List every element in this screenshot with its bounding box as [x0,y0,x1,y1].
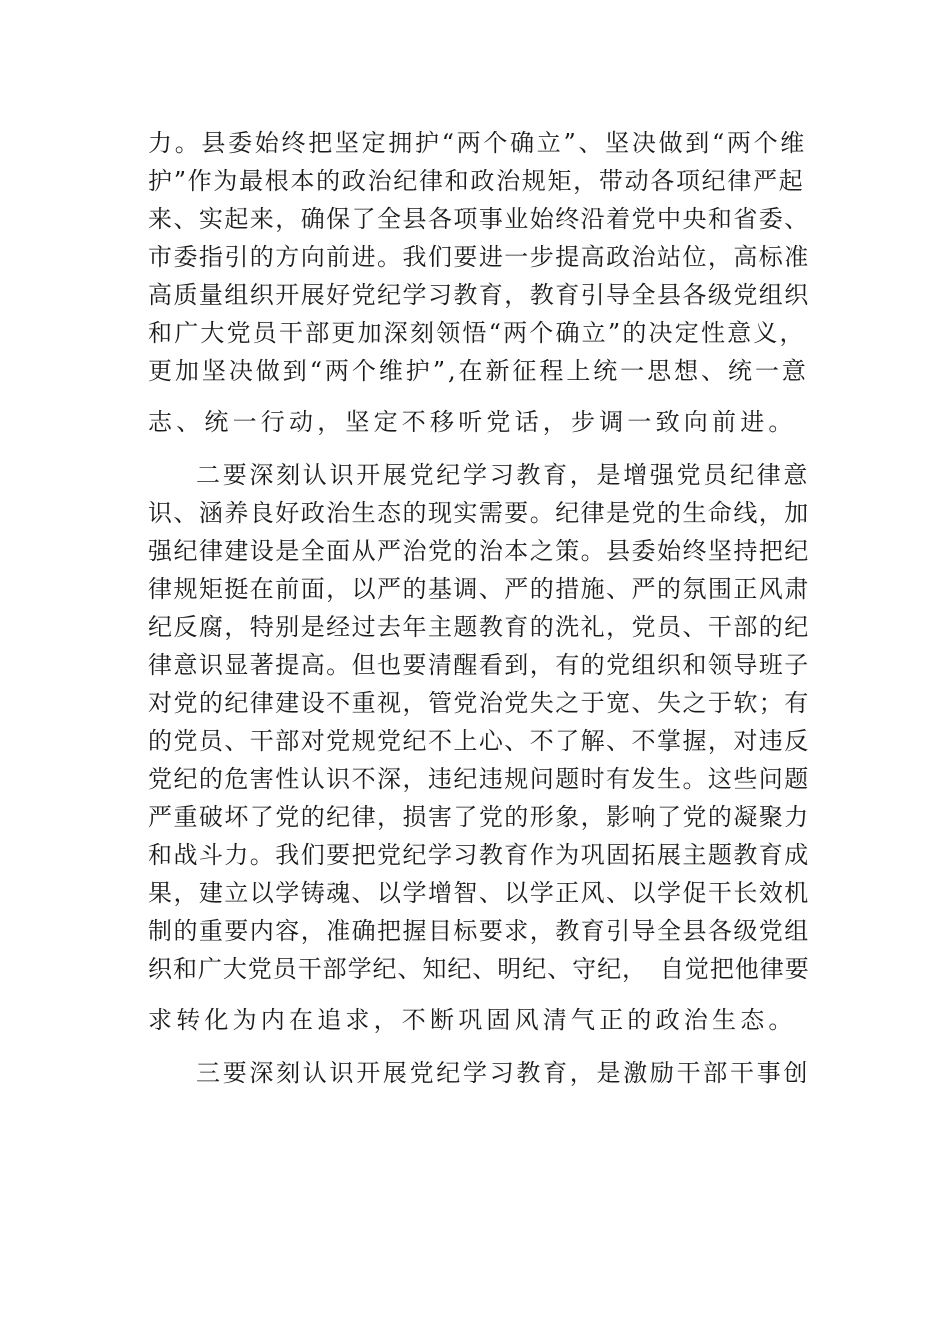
text-line: 制的重要内容，准确把握目标要求，教育引导全县各级党组 [148,917,810,945]
text-line: 来、实起来，确保了全县各项事业始终沿着党中央和省委、 [148,205,810,233]
text-line: 市委指引的方向前进。我们要进一步提高政治站位，高标准 [148,243,810,271]
paragraph-2 [148,456,811,1046]
paragraph-3 [148,1054,811,1092]
text-line: 织和广大党员干部学纪、知纪、明纪、守纪， 自觉把他律要 [148,955,810,983]
text-line: 力。县委始终把坚定拥护“两个确立”、坚决做到“两个维 [148,129,808,157]
text-line: 志、统一行动，坚定不移听党话，步调一致向前进。 [148,408,797,436]
paragraph-1 [148,124,808,448]
text-line: 二要深刻认识开展党纪学习教育，是增强党员纪律意 [196,461,811,489]
document-body [148,124,811,1092]
text-line: 护”作为最根本的政治纪律和政治规矩，带动各项纪律严起 [148,167,805,195]
text-line: 高质量组织开展好党纪学习教育，教育引导全县各级党组织 [148,281,810,309]
text-line: 三要深刻认识开展党纪学习教育，是激励干部干事创 [196,1059,811,1087]
text-line: 的党员、干部对党规党纪不上心、不了解、不掌握，对违反 [148,727,810,755]
text-line: 党纪的危害性认识不深，违纪违规问题时有发生。这些问题 [148,765,810,793]
text-line: 强纪律建设是全面从严治党的治本之策。县委始终坚持把纪 [148,537,810,565]
text-line: 果，建立以学铸魂、以学增智、以学正风、以学促干长效机 [148,879,810,907]
text-line: 和广大党员干部更加深刻领悟“两个确立”的决定性意义， [148,319,806,347]
paragraph-spacer [148,448,808,456]
text-line: 律规矩挺在前面，以严的基调、严的措施、严的氛围正风肃 [148,575,810,603]
text-line: 纪反腐，特别是经过去年主题教育的洗礼，党员、干部的纪 [148,613,810,641]
text-line: 更加坚决做到“两个维护”,在新征程上统一思想、统一意 [148,357,809,385]
text-line: 求转化为内在追求，不断巩固风清气正的政治生态。 [148,1006,797,1034]
text-line: 识、涵养良好政治生态的现实需要。纪律是党的生命线，加 [148,499,810,527]
text-line: 严重破坏了党的纪律，损害了党的形象，影响了党的凝聚力 [148,803,810,831]
text-line: 和战斗力。我们要把党纪学习教育作为巩固拓展主题教育成 [148,841,810,869]
text-line: 律意识显著提高。但也要清醒看到，有的党组织和领导班子 [148,651,810,679]
paragraph-spacer [148,1046,808,1054]
text-line: 对党的纪律建设不重视，管党治党失之于宽、失之于软；有 [148,689,810,717]
